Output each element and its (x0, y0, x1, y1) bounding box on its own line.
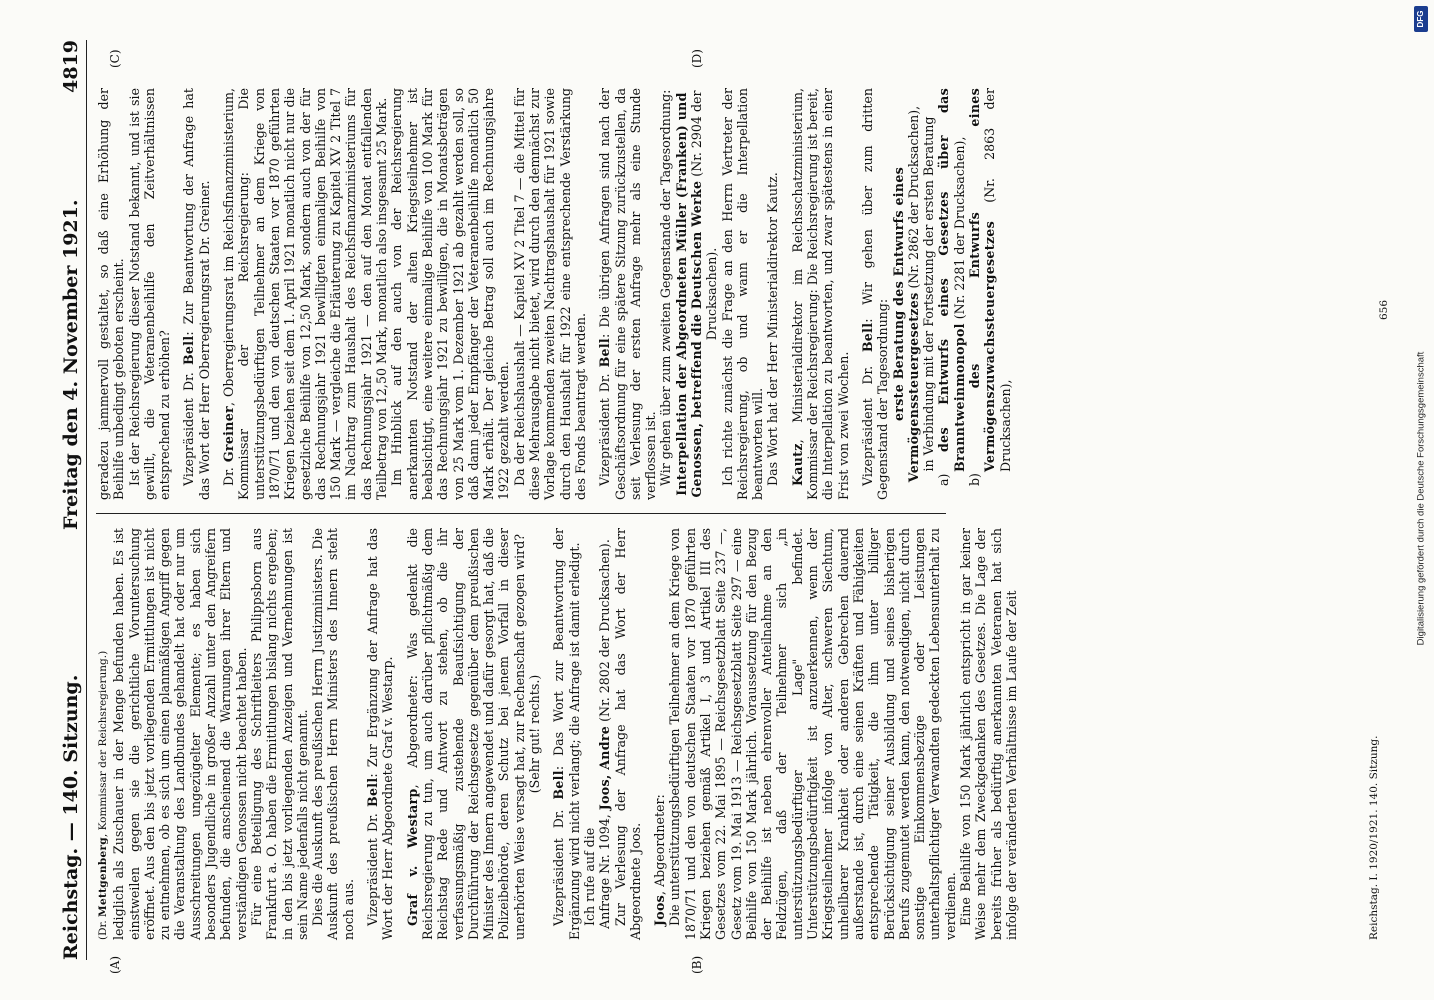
agenda-reference: (Nr. 2863 der Drucksachen), (982, 88, 1013, 472)
statement-text: : Zur Beantwortung der Anfrage hat das Wort der Herr Oberregierungsrat Dr. Greiner. (181, 88, 212, 500)
president-statement (597, 88, 658, 500)
paragraph: Zur Verlesung der Anfrage hat das Wort der Herr Abgeordnete Joos. (612, 528, 643, 940)
statement-text: , Oberregierungsrat im Reichsfinanzministerium, Kommissar der Reichsregierung: Die unterstützungsbedürftigen Teilnehmer an dem Kriege von 1870/71 und den von deutschen Staaten vor 1870 geführten Kriegen beziehen seit dem 1. April 1921 monatlich nicht nur die gesetzliche Beihilfe von 12,50 Mark, sondern auch von der für das Rechnungsjahr 1921 bewilligten einmaligen Beihilfe von 150 Mark — vergleiche die Erläuterung zu Kapitel XV 2 Titel 7 im Nachtrag zum Haushalt des Reichsfinanzministeriums für das Rechnungsjahr 1921 — den auf den Monat entfallenden Teilbetrag von 12,50 Mark, monatlich also insgesamt 25 Mark. (221, 88, 390, 500)
paragraph: lediglich als Zuschauer in der Menge befunden haben. Es ist einstweilen gegen sie die gerichtliche Voruntersuchung eröffnet. Aus den bis jetzt vorliegenden Ermittlungen ist nicht zu entnehmen, ob es sich um einen planmäßigen Angriff gegen die Veranstaltung des Landbundes gehandelt hat oder nur um Ausschreitungen ungezügelter Elemente; es haben sich besonders Jugendliche in großer Anzahl unter den Angreifern befunden, die anscheinend die Warnungen ihrer Eltern und verständigen Genossen nicht beachtet haben. (111, 528, 249, 940)
statement-prefix: Dr. (221, 467, 237, 486)
statement-prefix: Vizepräsident Dr. (365, 813, 381, 926)
digitization-credit (1412, 10, 1430, 990)
header-session: Reichstag. — 140. Sitzung. (60, 674, 82, 960)
statement-text: : Die übrigen Anfragen sind nach der Geschäftsordnung für eine spätere Sitzung zurückzustellen, da seit Verlesung der ersten Anfrage mehr als eine Stunde verflossen ist. (597, 88, 659, 500)
speaker-name: Bell (597, 337, 613, 368)
speaker-statement (405, 528, 527, 940)
agenda-reference: (Nr. 2281 der Drucksachen), (951, 136, 967, 320)
paragraph: in Verbindung mit der Fortsetzung der ersten Beratung (921, 116, 937, 472)
margin-mark-b: (B) (690, 955, 704, 974)
agenda-title: Interpellation der Abgeordneten Müller (Franken) und Genossen, betreffend die Deutschen Werke (673, 92, 704, 498)
note-prefix: (Dr. (97, 920, 109, 940)
speaker-name: Joos (652, 894, 668, 926)
paragraph: Das Wort hat der Herr Ministerialdirektor Kautz. (765, 172, 781, 486)
paragraph: Für eine Beteiligung des Schriftleiters Philippsborn aus Frankfurt a. O. haben die Ermittlungen bislang nichts ergeben; in den bis jetzt vorliegenden Anzeigen und Vernehmungen ist sein Name jedenfalls nicht genannt. (248, 528, 310, 940)
margin-mark-d: (D) (690, 49, 704, 68)
speaker-role: , Kommissar der Reichsregierung.) (97, 650, 109, 838)
president-statement (365, 528, 396, 940)
speaker-statement (652, 528, 667, 940)
paragraph: geradezu jammervoll gestaltet, so daß eine Erhöhung der Beihilfe unbedingt geboten erscheint. (96, 88, 127, 500)
left-column (96, 528, 1346, 940)
speaker-name: Bell (365, 777, 381, 807)
statement-text: : Wir gehen über zum dritten Gegenstand der Tagesordnung: (859, 88, 891, 500)
agenda-subitem (936, 88, 967, 500)
agenda-title: erste Beratung des Entwurfs eines Vermögenssteuergesetzes (890, 166, 921, 483)
paragraph: Eine Beihilfe von 150 Mark jährlich entspricht in gar keiner Weise mehr dem Zweckgedanken des Gesetzes. Die Lage der bereits früher als bedürftig anerkannten Veteranen hat sich infolge der veränderten Verhältnisse im Laufe der Zeit (958, 528, 1019, 940)
agenda-label: Anfrage Nr. 1094, (597, 814, 613, 929)
president-statement (181, 88, 212, 500)
agenda-item (891, 88, 922, 500)
agenda-reference: (Nr. 2802 der Drucksachen). (597, 539, 613, 722)
speaker-name: Bell (181, 335, 197, 366)
column-divider (96, 513, 946, 514)
footer-sheet-number: 656 (1378, 299, 1390, 320)
margin-mark-c: (C) (108, 49, 122, 68)
subitem-label: b) (967, 473, 983, 486)
paragraph: Ich rufe auf die (581, 827, 597, 926)
statement-text: , Abgeordneter: (652, 794, 668, 895)
speaker-statement (790, 88, 851, 500)
statement-prefix: Vizepräsident Dr. (181, 372, 197, 486)
agenda-subitem (967, 88, 1013, 500)
right-column (96, 88, 1346, 500)
paragraph: Da der Reichshaushalt — Kapitel XV 2 Titel 7 — die Mittel für diese Mehrausgabe nicht bietet, wird durch den demnächst zur Vorlage kommenden zweiten Nachtragshaushalt für 1921 sowie durch den Haushalt für 1922 eine entsprechende Verstärkung des Fonds beantragt werden. (511, 88, 588, 500)
agenda-item (674, 88, 720, 500)
credit-text: Digitalisierung gefördert durch die Deutsche Forschungsgemeinschaft (1415, 351, 1427, 646)
statement-text: , Ministerialdirektor im Reichsschatzministerium, Kommissar der Reichsregierung: Die Reichsregierung ist bereit, die Interpellation zu beantworten, und zwar spätestens in einer Frist von zwei Wochen. (789, 88, 851, 500)
paragraph: Ich richte zunächst die Frage an den Herrn Vertreter der Reichsregierung, ob und wann er die Interpellation beantworten will. (719, 88, 766, 500)
agenda-title: des Entwurfs eines Vermögenszuwachssteuergesetzes (967, 88, 998, 472)
paragraph: Die unterstützungsbedürftigen Teilnehmer an dem Kriege von 1870/71 und den von deutschen Staaten vor 1870 geführten Kriegen beziehen gemäß Artikel I, 3 und Artikel III des Gesetzes vom 22. Mai 1895 — Reichsgesetzblatt Seite 237 —, Gesetz vom 19. Mai 1913 — Reichsgesetzblatt Seite 297 — eine Beihilfe von 150 Mark jährlich. Voraussetzung für den Bezug der Beihilfe ist neben ehrenvoller Anteilnahme an den Feldzügen, daß der Teilnehmer sich „in unterstützungsbedürftiger Lage" befindet. Unterstützungsbedürftigkeit ist anzuerkennen, wenn der Kriegsteilnehmer infolge von Alter, schweren Siechtum, unheilbarer Krankheit oder anderen Gebrechen dauernd außerstande ist, durch eine seinen Kräften und Fähigkeiten entsprechende Tätigkeit, die ihm unter billiger Berücksichtigung seiner Ausbildung und seines bisherigen Berufs zugemutet werden kann, den notwendigen, nicht durch sonstige Einkommensbezüge oder Leistungen unterhaltspflichtiger Verwandten gedeckten Lebensunterhalt zu verdienen. (667, 528, 958, 940)
agenda-reference: (Nr. 2904 der Drucksachen). (688, 90, 720, 341)
speaker-statement (221, 88, 389, 500)
statement-prefix: Vizepräsident Dr. (859, 365, 875, 486)
speaker-note (96, 528, 111, 940)
paragraph: Im Hinblick auf den auch von der Reichsregierung anerkannten Notstand der alten Kriegsteilnehmer ist beabsichtigt, eine weitere einmalige Beihilfe von 100 Mark für das Rechnungsjahr 1921 zu bewilligen, die in Monatsbeträgen von 25 Mark vom 1. Dezember 1921 ab gezahlt werden soll, so daß dann jeder Empfänger der Veteranenbeihilfe monatlich 50 Mark erhält. Der gleiche Betrag soll auch im Rechnungsjahre 1922 gezahlt werden. (389, 88, 512, 500)
dfg-logo-icon (1414, 6, 1428, 32)
agenda-item (597, 528, 612, 940)
footer-source: Reichstag. I. 1920/1921. 140. Sitzung. (1368, 735, 1380, 940)
speaker-name: Kautz (789, 443, 805, 486)
statement-text: : Das Wort zur Beantwortung der Ergänzung wird nicht verlangt; die Anfrage ist damit erledigt. (551, 528, 582, 940)
statement-prefix: Vizepräsident Dr. (551, 809, 567, 926)
paragraph: Wir gehen über zum zweiten Gegenstande der Tagesordnung: (658, 89, 674, 486)
president-statement (860, 88, 891, 500)
page-header (58, 40, 87, 960)
speaker-name: Bell (551, 770, 567, 800)
speaker-name: Bell (859, 322, 875, 353)
agenda-names: Joos, Andre (597, 725, 613, 811)
header-page-number: 4819 (60, 40, 82, 93)
margin-mark-a: (A) (108, 955, 122, 974)
president-statement (551, 528, 582, 940)
paragraph: Dies die Auskunft des preußischen Herrn Justizministers. Die Auskunft des preußischen Herrn Ministers des Innern steht noch aus. (310, 528, 356, 940)
speaker-name: Greiner (221, 406, 237, 463)
statement-text: : Zur Ergänzung der Anfrage hat das Wort der Herr Abgeordnete Graf v. Westarp. (365, 528, 396, 940)
statement-prefix: Vizepräsident Dr. (597, 373, 613, 486)
speaker-name: Mettgenberg (97, 837, 109, 917)
header-date: Freitag den 4. November 1921. (60, 199, 82, 530)
agenda-reference: (Nr. 2862 der Drucksachen), (905, 105, 921, 289)
subitem-label: a) (936, 473, 952, 486)
agenda-title: des Entwurfs eines Gesetzes über das Branntweinmonopol (936, 88, 967, 472)
statement-text: , Abgeordneter: Was gedenkt die Reichsregierung zu tun, um auch darüber pflichtmäßig dem Reichstag Rede und Antwort zu stehen, ob die ihr verfassungsmäßig zustehende Beaufsichtigung der Durchführung der Reichsgesetze gegenüber dem preußischen Minister des Innern angewendet und dafür gesorgt hat, daß die Polizeibehörde, deren Schutz bei jenem Vorfall in dieser unerhörten Weise versagt hat, zur Rechenschaft gezogen wird? (404, 528, 527, 940)
interjection: (Sehr gut! rechts.) (527, 674, 543, 794)
dfg-logo-text: DFG (1416, 10, 1425, 28)
paragraph: Ist der Reichsregierung dieser Notstand bekannt, und ist sie gewillt, die Veteranenbeihilfe den Zeitverhältnissen entsprechend zu erhöhen? (126, 88, 173, 500)
speaker-name: Graf v. Westarp (404, 788, 420, 926)
